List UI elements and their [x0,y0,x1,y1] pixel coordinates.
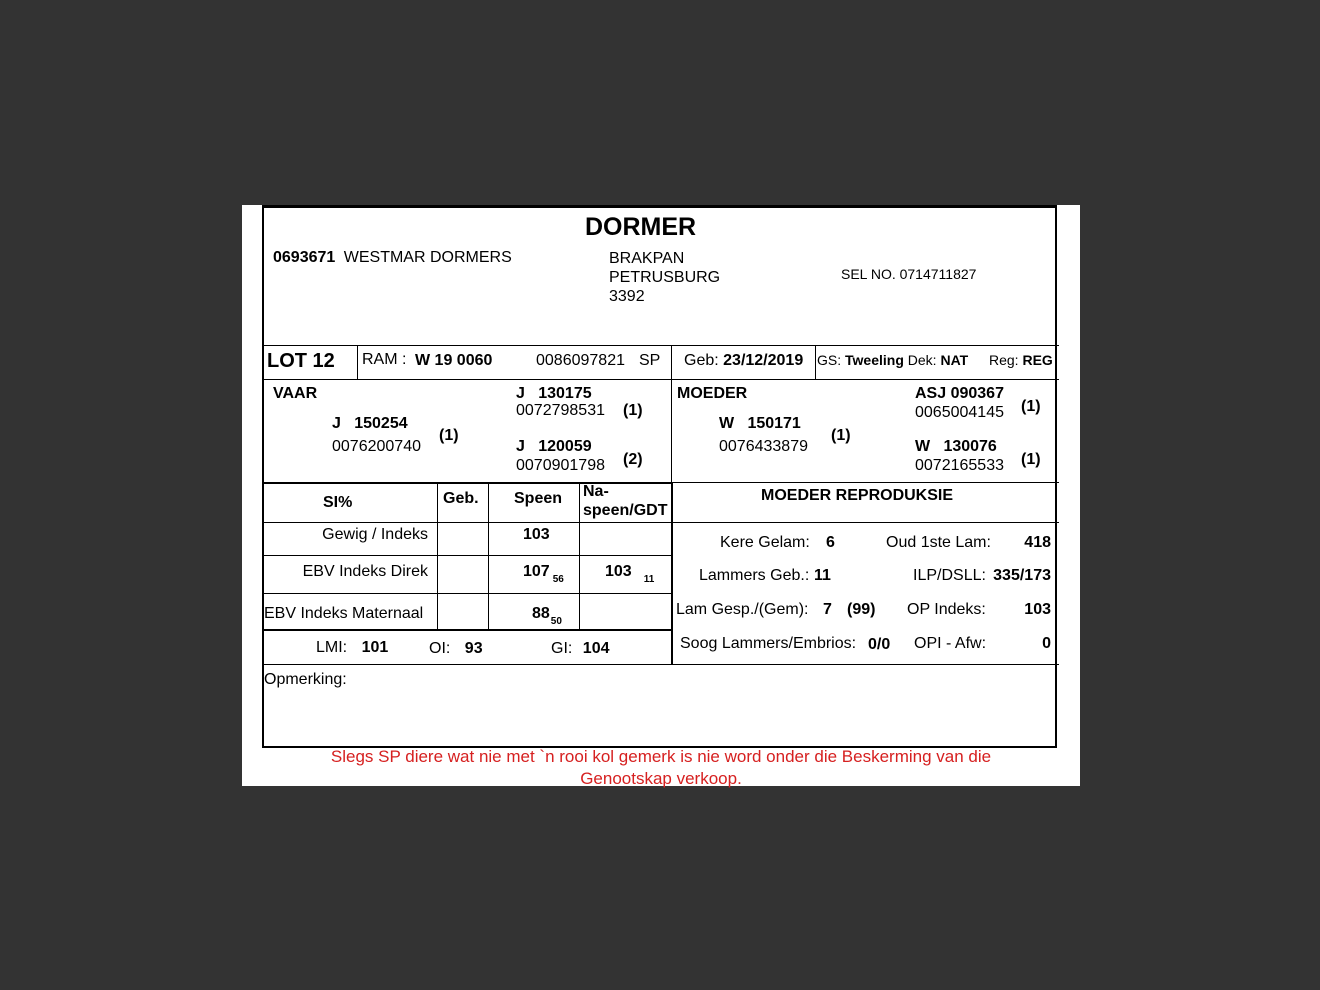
si-row-2-speen [523,563,564,585]
reg-field [989,352,1053,368]
birth-date-label: Geb: [684,352,719,369]
si-row-2-naspeen-sub: 11 [643,574,655,585]
oi-field [429,640,483,658]
lammers-label: Lammers Geb.: [699,567,810,584]
birth-date-field [684,352,803,370]
sire-grade: (1) [439,427,459,444]
dek-value: NAT [940,352,969,368]
lot-number: LOT 12 [267,350,335,372]
oi-value: 93 [464,640,483,657]
lamgesp-gem: (99) [847,601,876,618]
lammers-value: 11 [814,567,831,584]
sel-number: SEL NO. 0714711827 [841,266,977,282]
dam-dam-reg: 0072165533 [915,457,1004,474]
breeder-line [273,249,512,267]
page-title: DORMER [585,213,697,241]
breeder-name: WESTMAR DORMERS [343,249,512,266]
si-row-2-naspeen [605,563,655,585]
si-row-1-speen: 103 [523,526,550,543]
sire-dam-grade: (2) [623,451,643,468]
footer-line-1: Slegs SP diere wat nie met `n rooi kol gemerk is nie word onder die Beskerming van die [330,747,992,766]
lamgesp-value: 7 [823,601,832,618]
dam-id: W 150171 [719,415,801,432]
breeder-number: 0693671 [273,249,336,266]
naspeen-header: Na- speen/GDT [583,483,668,519]
si-header: SI% [323,494,353,511]
speen-header: Speen [514,490,563,507]
dam-heading: MOEDER [677,385,748,402]
sire-reg: 0076200740 [332,438,421,455]
reg-label: Reg: [989,352,1019,368]
footer-line-2: Genootskap verkoop. [580,769,742,788]
dam-sire-id: ASJ 090367 [915,385,1004,402]
si-row-2-speen-value: 107 [523,563,550,580]
gi-label: GI: [551,640,573,657]
document-sheet [242,205,1080,786]
geb-header: Geb. [443,490,479,507]
gi-field [551,640,610,658]
dam-sire-reg: 0065004145 [915,404,1004,421]
footer-notice [242,746,1080,790]
dam-sire-grade: (1) [1021,398,1041,415]
gs-field [817,352,968,368]
dam-reg: 0076433879 [719,438,808,455]
dam-dam-id: W 130076 [915,438,997,455]
lot-card [262,205,1057,748]
birth-date-value: 23/12/2019 [723,352,804,369]
ilp-value: 335/173 [993,567,1051,584]
ilp-label: ILP/DSLL: [913,567,986,584]
ram-id: W 19 0060 [415,352,493,369]
address-line-1: BRAKPAN [609,250,685,267]
sire-dam-reg: 0070901798 [516,457,605,474]
lmi-label: LMI: [316,639,348,656]
lamgesp-label: Lam Gesp./(Gem): [676,601,809,618]
address-line-2: PETRUSBURG [609,269,721,286]
repro-title: MOEDER REPRODUKSIE [761,487,954,504]
si-row-3-speen-sub: 50 [550,616,562,627]
lmi-field [316,639,388,657]
lmi-value: 101 [361,639,389,656]
sire-sire-reg: 0072798531 [516,402,605,419]
si-row-2-label: EBV Indeks Direk [302,563,428,580]
si-row-3-speen-value: 88 [532,605,550,622]
kere-value: 6 [826,534,835,551]
address-line-3: 3392 [609,288,645,305]
gs-label: GS: [817,352,842,368]
si-row-1-label: Gewig / Indeks [322,526,428,543]
oud-value: 418 [1024,534,1051,551]
sire-heading: VAAR [273,385,318,402]
dam-grade: (1) [831,427,851,444]
soog-label: Soog Lammers/Embrios: [680,635,857,652]
gs-value: Tweeling [845,352,904,368]
kere-label: Kere Gelam: [720,534,810,551]
opi-label: OPI - Afw: [914,635,987,652]
ram-class: SP [639,352,661,369]
oud-label: Oud 1ste Lam: [886,534,991,551]
oi-label: OI: [429,640,451,657]
breeder-address [609,249,720,306]
ram-reg-number: 0086097821 [536,352,625,369]
op-label: OP Indeks: [907,601,986,618]
dek-label: Dek: [907,352,937,368]
si-row-2-naspeen-value: 103 [605,563,632,580]
op-value: 103 [1024,601,1051,618]
dam-dam-grade: (1) [1021,451,1041,468]
sire-sire-id: J 130175 [516,385,592,402]
sire-dam-id: J 120059 [516,438,592,455]
opi-value: 0 [1042,635,1051,652]
sire-id: J 150254 [332,415,408,432]
si-row-3-label: EBV Indeks Maternaal [264,605,424,622]
si-row-2-speen-sub: 56 [552,574,564,585]
reg-value: REG [1022,352,1053,368]
ram-label: RAM : [362,351,407,368]
soog-value: 0/0 [868,636,891,653]
si-row-3-speen [532,605,562,627]
gi-value: 104 [582,640,610,657]
remarks-label: Opmerking: [264,671,347,688]
sire-sire-grade: (1) [623,402,643,419]
